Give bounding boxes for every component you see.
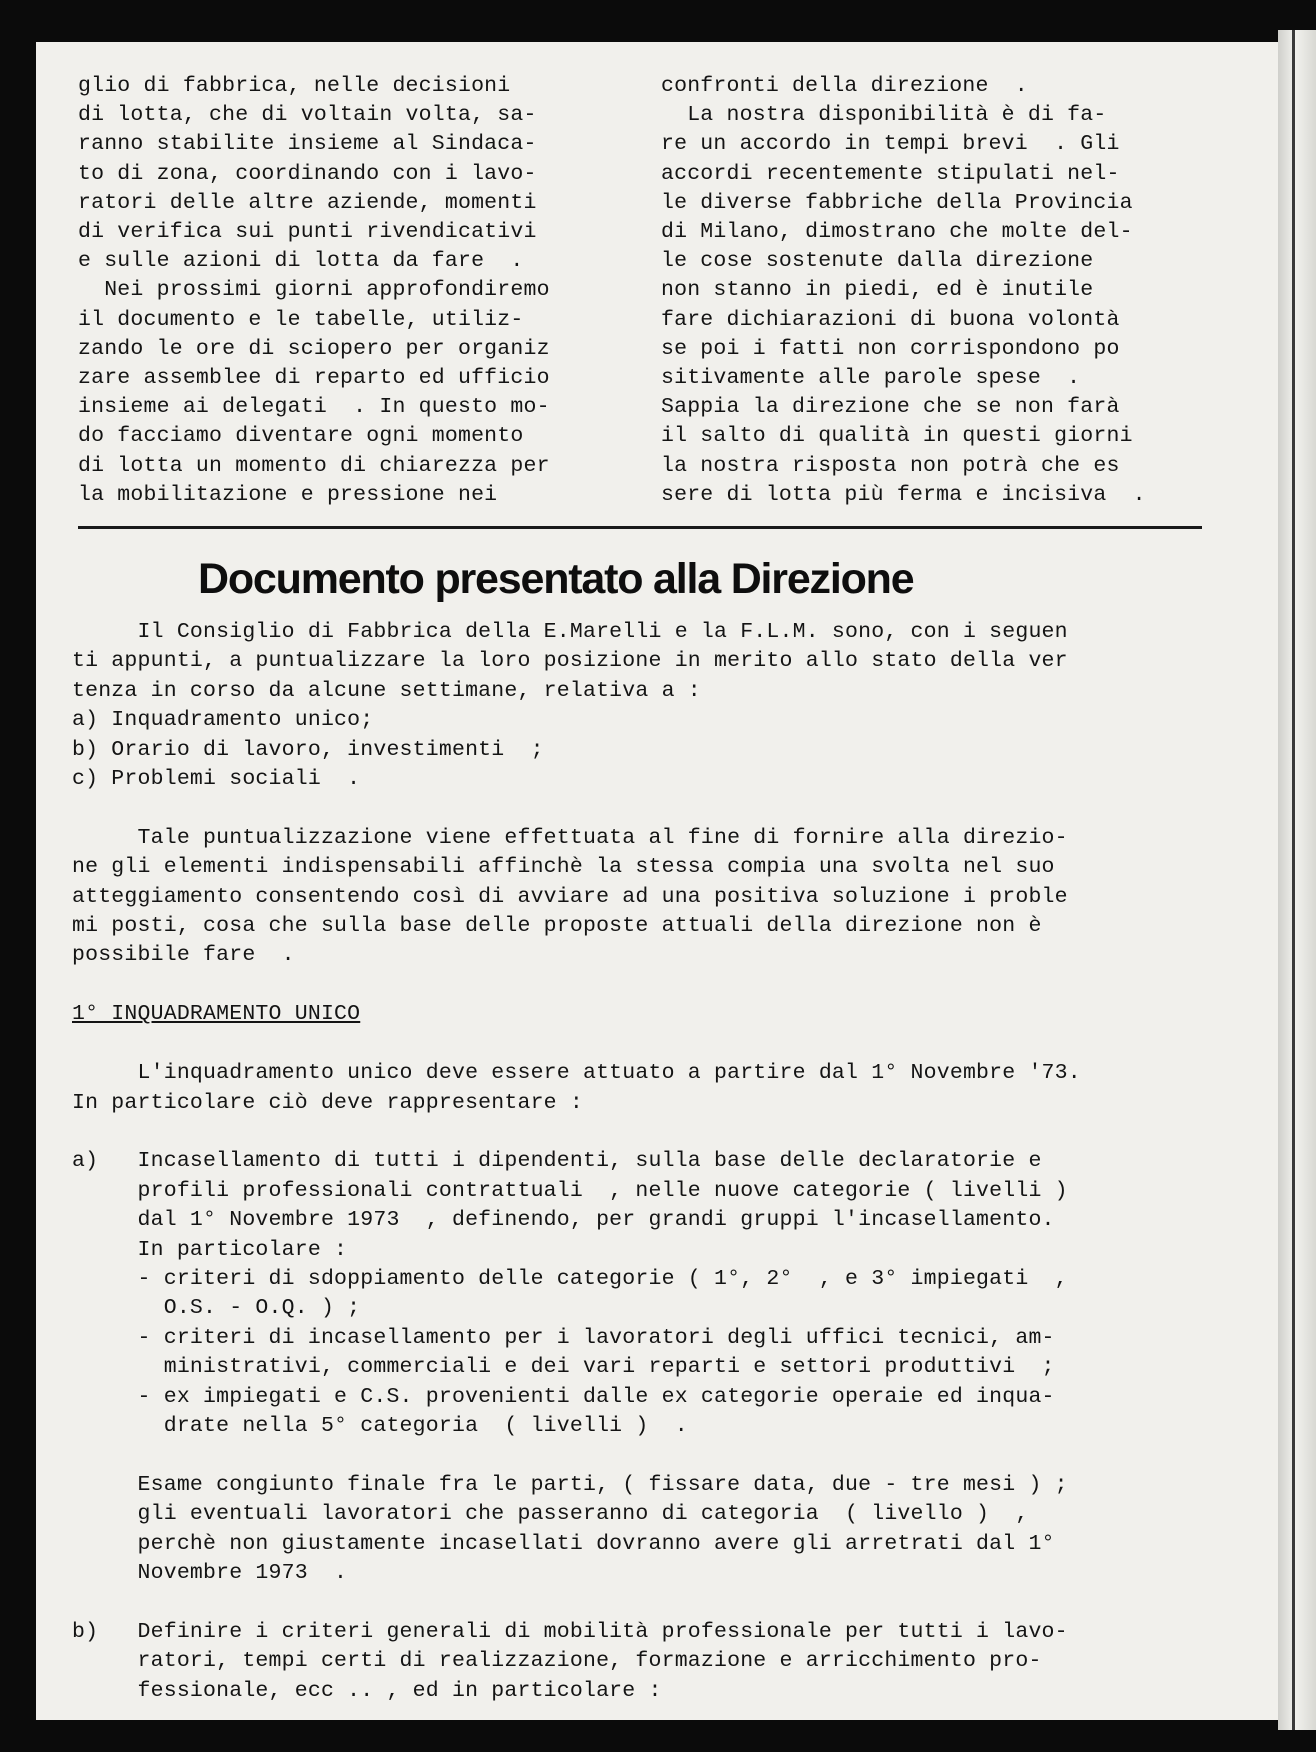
document-body (72, 618, 1232, 1706)
text-line: sere di lotta più ferma e incisiva . (661, 482, 1146, 507)
text-line (72, 971, 1232, 1000)
text-line: L'inquadramento unico deve essere attuato a partire dal 1° Novembre '73. (72, 1061, 1081, 1086)
text-line: ti appunti, a puntualizzare la loro posizione in merito allo stato della ver (72, 649, 1068, 674)
text-line (72, 1441, 1232, 1470)
text-line: In particolare : (72, 1237, 348, 1262)
text-line: Novembre 1973 . (72, 1561, 348, 1585)
text-line: Nei prossimi giorni approfondiremo (78, 278, 550, 303)
text-line: le diverse fabbriche della Provincia (661, 190, 1133, 215)
text-line: Esame congiunto finale fra le parti, ( fissare data, due - tre mesi ) ; (72, 1472, 1068, 1497)
left-column (78, 72, 623, 544)
text-line: tenza in corso da alcune settimane, relativa a : (72, 678, 701, 703)
text-line: di lotta un momento di chiarezza per (78, 453, 550, 478)
text-line: ratori delle altre aziende, momenti (78, 190, 537, 215)
text-line: b) Definire i criteri generali di mobilità professionale per tutti i lavo- (72, 1619, 1068, 1644)
text-line: mi posti, cosa che sulla base delle proposte attuali della direzione non è (72, 914, 1042, 939)
text-line: La nostra disponibilità è di fa- (661, 103, 1107, 128)
right-column (661, 72, 1206, 544)
text-line: fare dichiarazioni di buona volontà (661, 307, 1120, 332)
text-line: di verifica sui punti rivendicativi (78, 220, 537, 245)
text-line (72, 1030, 1232, 1059)
text-line: a) Incasellamento di tutti i dipendenti, sulla base delle declaratorie e (72, 1149, 1042, 1174)
text-line: gli eventuali lavoratori che passeranno di categoria ( livello ) , (72, 1502, 1029, 1527)
text-line: il salto di qualità in questi giorni (661, 424, 1133, 449)
text-line: profili professionali contrattuali , nelle nuove categorie ( livelli ) (72, 1178, 1068, 1203)
text-line: ministrativi, commerciali e dei vari reparti e settori produttivi ; (72, 1355, 1055, 1380)
text-line: to di zona, coordinando con i lavo- (78, 161, 537, 186)
text-line: accordi recentemente stipulati nel- (661, 161, 1120, 186)
text-line: dal 1° Novembre 1973 , definendo, per grandi gruppi l'incasellamento. (72, 1208, 1055, 1233)
text-line: b) Orario di lavoro, investimenti ; (72, 737, 544, 762)
text-line: perchè non giustamente incasellati dovranno avere gli arretrati dal 1° (72, 1531, 1055, 1556)
text-line: Il Consiglio di Fabbrica della E.Marelli e la F.L.M. sono, con i seguen (72, 620, 1068, 644)
text-line: confronti della direzione . (661, 74, 1028, 98)
text-line (72, 1588, 1232, 1617)
text-line: 1° INQUADRAMENTO UNICO (72, 1002, 361, 1027)
text-line: glio di fabbrica, nelle decisioni (78, 74, 511, 98)
text-line: sitivamente alle parole spese . (661, 366, 1081, 391)
text-line: atteggiamento consentendo così di avviare ad una positiva soluzione i proble (72, 884, 1068, 909)
text-line: do facciamo diventare ogni momento (78, 424, 524, 449)
text-line: re un accordo in tempi brevi . Gli (661, 132, 1120, 157)
text-line: non stanno in piedi, ed è inutile (661, 278, 1094, 303)
text-line: fessionale, ecc .. , ed in particolare : (72, 1678, 662, 1703)
text-line: O.S. - O.Q. ) ; (72, 1296, 361, 1321)
text-line (72, 1118, 1232, 1147)
text-line: e sulle azioni di lotta da fare . (78, 249, 524, 274)
text-line: Sappia la direzione che se non farà (661, 395, 1120, 420)
text-line: ne gli elementi indispensabili affinchè la stessa compia una svolta nel suo (72, 855, 1055, 880)
text-line: zare assemblee di reparto ed ufficio (78, 366, 550, 391)
text-line: Tale puntualizzazione viene effettuata al fine di fornire alla direzio- (72, 825, 1068, 850)
text-line: drate nella 5° categoria ( livelli ) . (72, 1413, 688, 1438)
text-line: c) Problemi sociali . (72, 767, 361, 792)
text-line: zando le ore di sciopero per organiz (78, 336, 550, 361)
horizontal-divider (78, 526, 1202, 529)
text-line: di Milano, dimostrano che molte del- (661, 220, 1133, 245)
text-line: ratori, tempi certi di realizzazione, formazione e arricchimento pro- (72, 1649, 1042, 1674)
text-line: - criteri di sdoppiamento delle categorie ( 1°, 2° , e 3° impiegati , (72, 1266, 1068, 1291)
text-line: la mobilitazione e pressione nei (78, 482, 498, 507)
page-heading: Documento presentato alla Direzione (198, 555, 914, 603)
text-line: - ex impiegati e C.S. provenienti dalle ex categorie operaie ed inqua- (72, 1384, 1055, 1409)
text-line: In particolare ciò deve rappresentare : (72, 1090, 583, 1115)
adjacent-page-edge (1278, 30, 1316, 1730)
text-line: il documento e le tabelle, utiliz- (78, 307, 524, 332)
text-line: - criteri di incasellamento per i lavoratori degli uffici tecnici, am- (72, 1325, 1055, 1350)
text-line: la nostra risposta non potrà che es (661, 453, 1120, 478)
text-line: ranno stabilite insieme al Sindaca- (78, 132, 537, 157)
text-line: di lotta, che di voltain volta, sa- (78, 103, 537, 128)
text-line: le cose sostenute dalla direzione (661, 249, 1094, 274)
text-line (72, 794, 1232, 823)
text-line: a) Inquadramento unico; (72, 708, 374, 733)
text-line: se poi i fatti non corrispondono po (661, 336, 1120, 361)
text-line: possibile fare . (72, 943, 295, 968)
two-column-text (78, 72, 1208, 544)
text-line: insieme ai delegati . In questo mo- (78, 395, 550, 420)
